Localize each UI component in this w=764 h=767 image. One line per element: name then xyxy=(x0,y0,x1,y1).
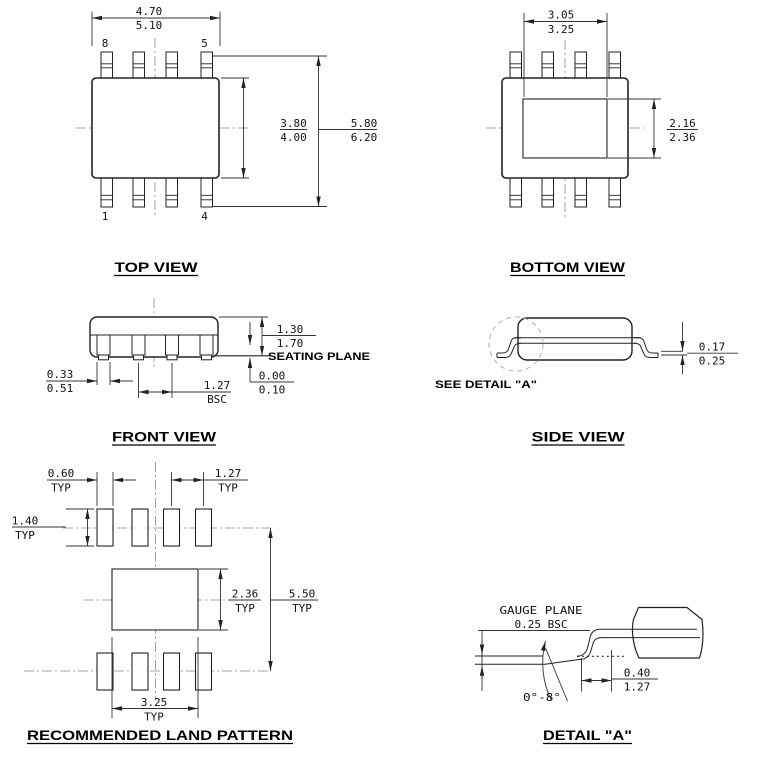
pin-8-label: 8 xyxy=(101,37,109,50)
dim-pad-width: 0.60 xyxy=(47,467,75,480)
dim-standoff-min: 0.00 xyxy=(258,369,286,383)
dim-pad-width-min: 3.05 xyxy=(547,8,575,22)
package-body xyxy=(92,78,219,178)
center-land-pad xyxy=(112,569,198,630)
see-detail-a-label: SEE DETAIL "A" xyxy=(435,379,537,391)
seating-plane-label: SEATING PLANE xyxy=(268,351,370,363)
package-body xyxy=(502,78,628,178)
dim-body-width-max: 5.10 xyxy=(135,19,163,32)
pin-1-label: 1 xyxy=(101,210,109,223)
dim-pad-height-min: 2.16 xyxy=(669,117,696,130)
pin-4-label: 4 xyxy=(201,210,208,223)
dim-body-height-max: 4.00 xyxy=(280,131,307,144)
side-view-title: SIDE VIEW xyxy=(531,428,626,445)
dim-pad-width-max: 3.25 xyxy=(547,23,575,36)
gauge-plane-label: GAUGE PLANE xyxy=(499,604,583,617)
dim-row-spacing-typ: TYP xyxy=(292,602,312,615)
pin-5-label: 5 xyxy=(201,37,208,50)
dim-foot-length-max: 1.27 xyxy=(623,680,651,694)
dim-overall-height-max: 6.20 xyxy=(350,131,378,144)
dim-pitch-value: 1.27 xyxy=(203,379,231,392)
dim-body-height-min: 3.80 xyxy=(280,117,307,130)
dim-overall-height-min: 5.80 xyxy=(350,117,378,130)
front-view-title: FRONT VIEW xyxy=(112,428,217,445)
dim-lead-thickness-max: 0.25 xyxy=(698,354,726,368)
dim-pad-height: 1.40 xyxy=(11,514,39,528)
lead-angle-label: 0°-8° xyxy=(523,691,561,704)
dim-pitch-typ: TYP xyxy=(218,481,238,495)
dim-body-width-min: 4.70 xyxy=(135,5,163,18)
gauge-offset-label: 0.25 BSC xyxy=(514,618,568,631)
dim-lead-width-max: 0.51 xyxy=(46,382,74,395)
dim-foot-length-min: 0.40 xyxy=(623,666,651,680)
detail-a-title: DETAIL "A" xyxy=(543,727,632,743)
land-pattern-title: RECOMMENDED LAND PATTERN xyxy=(27,727,293,743)
dim-height-max: 1.70 xyxy=(276,337,304,350)
dim-pad-width-typ: TYP xyxy=(51,481,71,495)
dim-lead-thickness-min: 0.17 xyxy=(698,340,726,354)
top-view-title: TOP VIEW xyxy=(114,259,199,275)
bottom-view-title: BOTTOM VIEW xyxy=(510,259,626,275)
dim-standoff-max: 0.10 xyxy=(258,383,286,397)
dim-pitch: 1.27 xyxy=(214,467,242,480)
dim-center-pad-width-typ: TYP xyxy=(144,710,164,724)
dim-center-pad-width: 3.25 xyxy=(140,696,168,709)
dim-center-pad-height: 2.36 xyxy=(231,587,259,601)
dim-center-pad-height-typ: TYP xyxy=(235,602,255,615)
dim-row-spacing: 5.50 xyxy=(288,587,316,601)
dim-height-min: 1.30 xyxy=(276,323,304,336)
dim-pad-height-max: 2.36 xyxy=(669,131,696,144)
dim-pitch-bsc: BSC xyxy=(207,393,227,406)
dim-pad-height-typ: TYP xyxy=(15,529,35,542)
dim-lead-width-min: 0.33 xyxy=(46,368,74,381)
